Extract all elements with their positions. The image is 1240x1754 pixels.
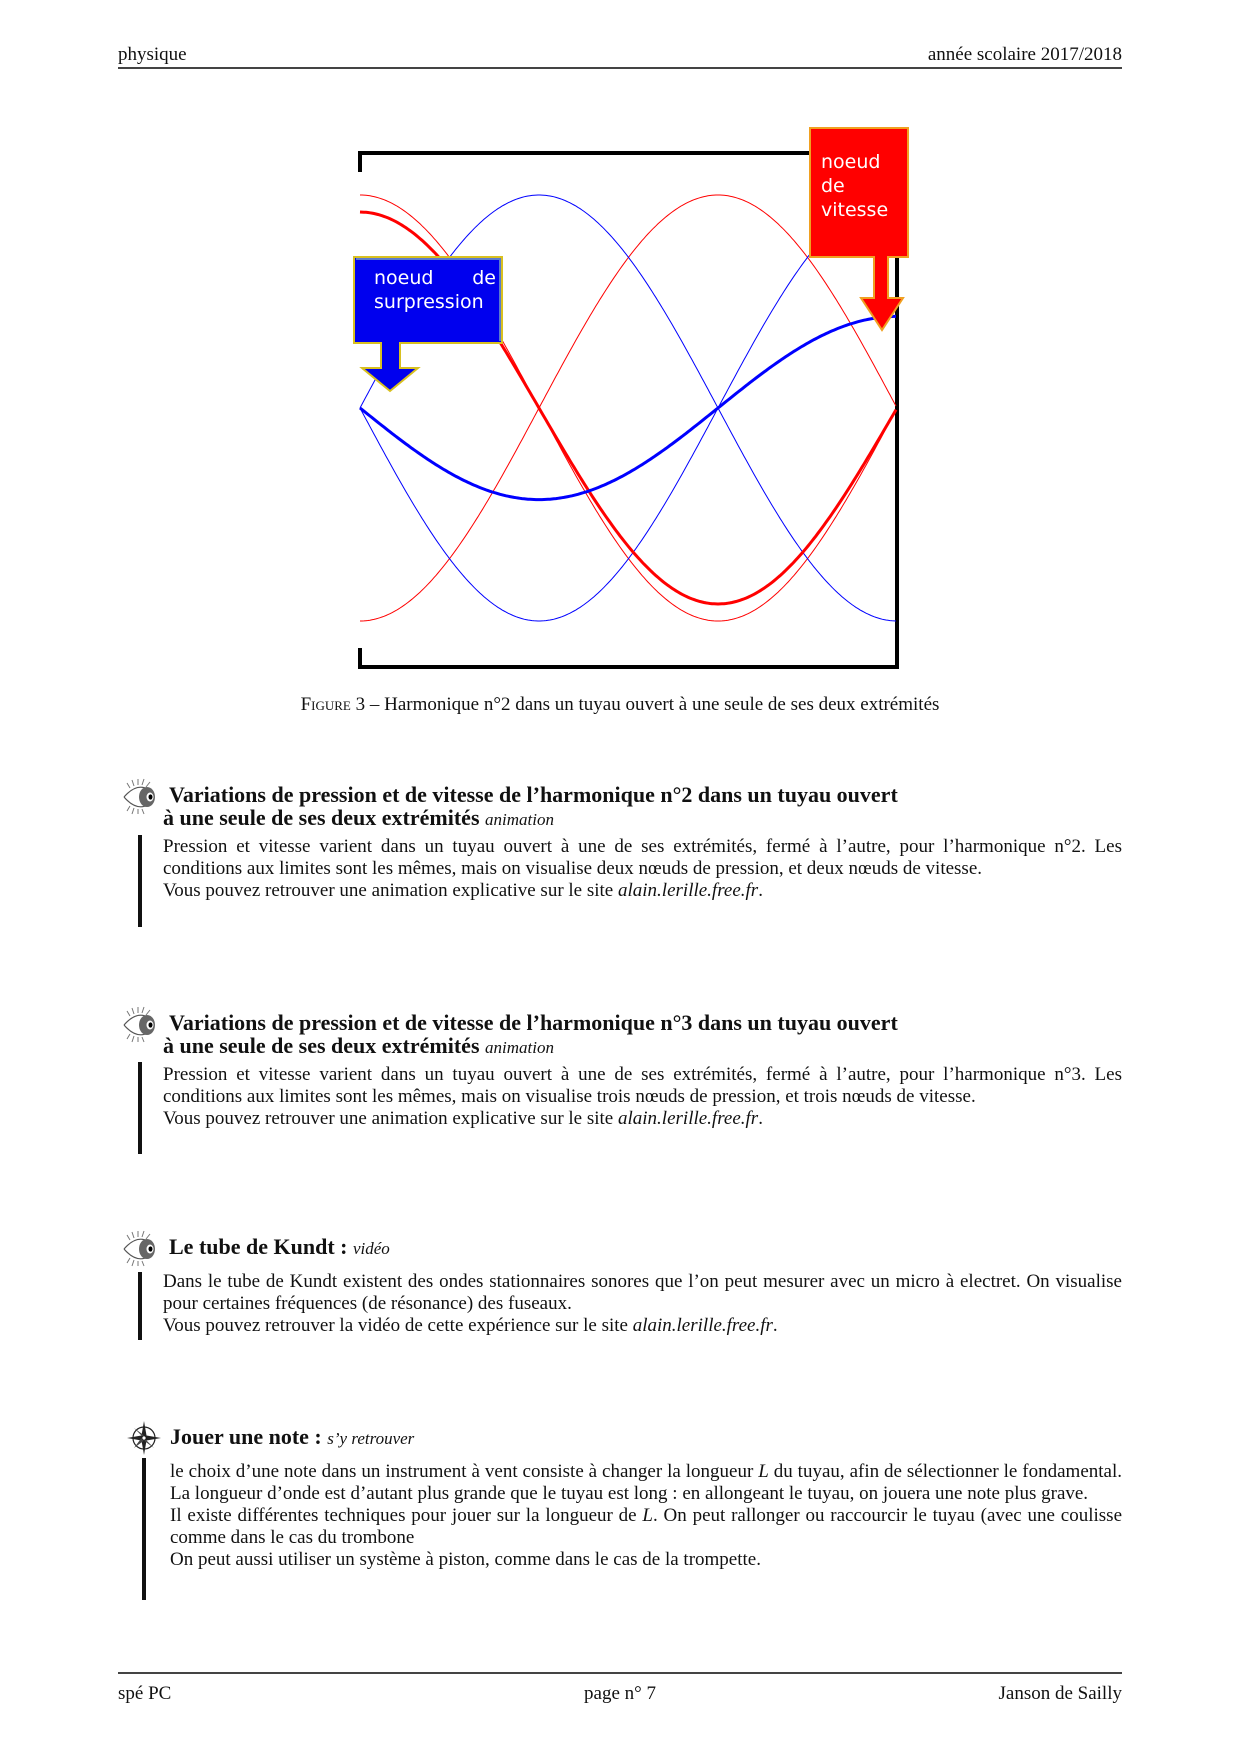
footer-rule	[118, 1672, 1122, 1674]
section-bar	[138, 1062, 142, 1154]
section-paragraph: Pression et vitesse varient dans un tuyau ouvert à une de ses extrémités, fermé à l’autre, pour l’harmonique n°3. Les conditions aux limites sont les mêmes, mais on visualise trois nœuds de pression, et trois nœuds de vitesse.	[163, 1064, 1122, 1107]
section-title	[170, 1425, 1130, 1450]
link-suffix: .	[772, 1315, 778, 1336]
link-suffix: .	[758, 1108, 763, 1129]
section-title-line1: Variations de pression et de vitesse de l’harmonique n°3 dans un tuyau ouvert	[169, 1010, 898, 1035]
link-prefix: Vous pouvez retrouver la vidéo de cette expérience sur le site	[163, 1315, 628, 1336]
section-body	[163, 1271, 1122, 1337]
paragraph-1a: le choix d’une note dans un instrument à vent consiste à changer la longueur	[170, 1461, 754, 1482]
link-suffix: .	[758, 880, 763, 901]
section-body	[170, 1461, 1122, 1571]
section-bar	[142, 1458, 146, 1600]
section-title	[163, 1011, 1123, 1059]
footer-left: spé PC	[118, 1683, 172, 1704]
header-rule	[118, 67, 1122, 69]
video-link[interactable]: vidéo	[352, 1239, 390, 1258]
site-link[interactable]: alain.lerille.free.fr	[632, 1315, 773, 1336]
variable-L: L	[642, 1505, 653, 1526]
link-prefix: Vous pouvez retrouver une animation explicative sur le site	[163, 880, 614, 901]
figure-caption	[0, 694, 1240, 716]
variable-L: L	[758, 1461, 769, 1482]
header-right: année scolaire 2017/2018	[927, 44, 1122, 65]
section-title-line1: Variations de pression et de vitesse de l’harmonique n°2 dans un tuyau ouvert	[169, 782, 898, 807]
section-title-line2: à une seule de ses deux extrémités	[163, 1033, 480, 1058]
section-title-line2: à une seule de ses deux extrémités	[163, 805, 480, 830]
section-paragraph: Dans le tube de Kundt existent des ondes stationnaires sonores que l’on peut mesurer avec un micro à electret. On visualise pour certaines fréquences (de résonance) des fuseaux.	[163, 1271, 1122, 1314]
section-body	[163, 836, 1122, 902]
animation-link[interactable]: animation	[485, 1038, 554, 1057]
velocity-node-label-line1: noeud	[821, 151, 881, 173]
paragraph-2b: . On peut rallonger ou raccourcir le tuyau (avec une coulisse comme dans le cas du trombone	[170, 1505, 1122, 1548]
eye-icon	[122, 779, 158, 815]
animation-link[interactable]: animation	[485, 810, 554, 829]
velocity-node-label-line3: vitesse	[821, 199, 889, 221]
section-bar	[138, 1272, 142, 1340]
section-paragraph: Pression et vitesse varient dans un tuyau ouvert à une de ses extrémités, fermé à l’autre, pour l’harmonique n°2. Les conditions aux limites sont les mêmes, mais on visualise deux nœuds de pression, et deux nœuds de vitesse.	[163, 836, 1122, 879]
footer-right: Janson de Sailly	[998, 1683, 1122, 1704]
figure-3	[340, 120, 930, 680]
paragraph-3: On peut aussi utiliser un système à piston, comme dans le cas de la trompette.	[170, 1549, 761, 1570]
eye-icon	[122, 1231, 158, 1267]
compass-rose-icon	[126, 1420, 162, 1456]
section-title-line1: Jouer une note :	[170, 1424, 322, 1449]
site-link[interactable]: alain.lerille.free.fr	[618, 1108, 759, 1129]
section-bar	[138, 835, 142, 927]
pressure-node-label-line2: surpression	[374, 291, 484, 313]
pressure-node-label	[374, 266, 514, 314]
velocity-node-label-line2: de	[821, 175, 845, 197]
section-body	[163, 1064, 1122, 1130]
footer-center: page n° 7	[584, 1683, 656, 1704]
pressure-node-label-word2: de	[472, 267, 496, 289]
paragraph-1b: du tuyau, afin de sélectionner le fondamental. La longueur d’onde est d’autant plus grande que le tuyau est long : en allongeant le tuyau, on jouera une note plus grave.	[170, 1461, 1122, 1504]
section-title	[163, 783, 1123, 831]
velocity-node-label	[821, 150, 888, 222]
paragraph-2a: Il existe différentes techniques pour jouer sur la longueur de	[170, 1505, 637, 1526]
figure-caption-text: – Harmonique n°2 dans un tuyau ouvert à une seule de ses deux extrémités	[369, 694, 940, 715]
pressure-node-label-word1: noeud	[374, 267, 434, 289]
site-link[interactable]: alain.lerille.free.fr	[618, 880, 759, 901]
section-title-line1: Le tube de Kundt :	[169, 1234, 348, 1259]
header-left: physique	[118, 44, 187, 65]
section-title	[163, 1235, 1123, 1260]
eye-icon	[122, 1007, 158, 1043]
figure-label: Figure 3	[300, 694, 366, 715]
syretrouver-link[interactable]: s’y retrouver	[327, 1429, 415, 1448]
link-prefix: Vous pouvez retrouver une animation explicative sur le site	[163, 1108, 614, 1129]
